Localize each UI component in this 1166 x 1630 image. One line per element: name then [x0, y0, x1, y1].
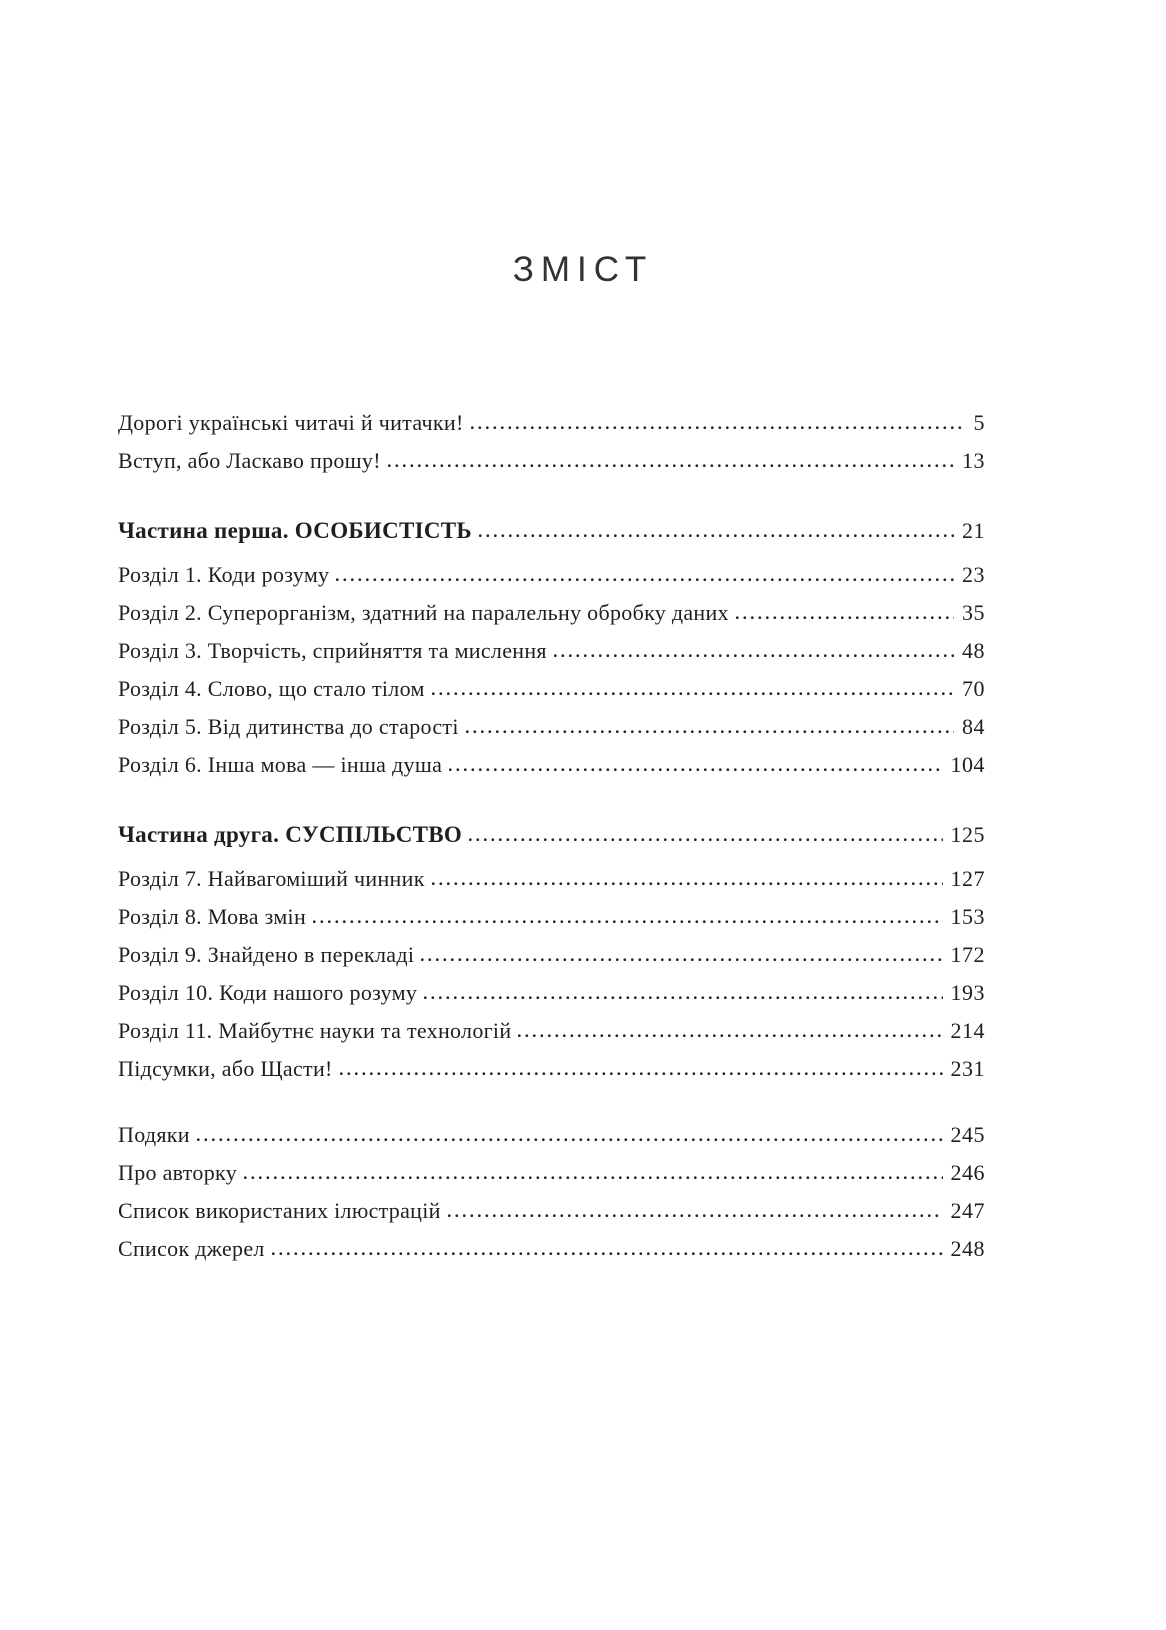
dot-leader [736, 615, 954, 620]
toc-entry-label: Підсумки, або Щасти! [118, 1056, 333, 1081]
toc-entry-label: Частина перша. ОСОБИСТІСТЬ [118, 518, 472, 543]
toc-entry-row [118, 1116, 985, 1154]
toc-entry-label: Список джерел [118, 1236, 265, 1261]
dot-leader [554, 653, 954, 658]
toc-entry-page-number: 245 [950, 1122, 985, 1147]
toc-entry-label: Розділ 3. Творчість, сприйняття та мислення [118, 638, 547, 663]
toc-entry-page-number: 127 [950, 866, 985, 891]
dot-leader [466, 729, 954, 734]
dot-leader [244, 1175, 943, 1180]
toc-entry-label: Розділ 7. Найвагоміший чинник [118, 866, 425, 891]
toc-entry-page-number: 125 [950, 822, 985, 847]
toc-entry-row [118, 974, 985, 1012]
dot-leader [388, 463, 954, 468]
toc-entry-page-number: 104 [950, 752, 985, 777]
toc-entry-row [118, 746, 985, 784]
toc-entry-page-number: 172 [950, 942, 985, 967]
toc-entry-label: Розділ 5. Від дитинства до старості [118, 714, 459, 739]
toc-entry-page-number: 231 [950, 1056, 985, 1081]
toc-entry-page-number: 13 [962, 448, 985, 473]
toc-entry-row [118, 442, 985, 480]
toc-entry-row [118, 670, 985, 708]
dot-leader [340, 1071, 943, 1076]
dot-leader [424, 995, 942, 1000]
toc-entry-label: Розділ 1. Коди розуму [118, 562, 330, 587]
toc-entry-label: Розділ 10. Коди нашого розуму [118, 980, 418, 1005]
toc-entry-row [118, 1012, 985, 1050]
toc-entry-page-number: 5 [973, 410, 985, 435]
dot-leader [421, 957, 942, 962]
toc-entry-page-number: 246 [950, 1160, 985, 1185]
toc-entry-page-number: 153 [950, 904, 985, 929]
toc-section-row [118, 512, 985, 550]
toc-entry-row [118, 708, 985, 746]
dot-leader [479, 533, 954, 538]
dot-leader [336, 577, 954, 582]
dot-leader [449, 767, 942, 772]
toc-entry-row [118, 1154, 985, 1192]
toc-entry-page-number: 35 [962, 600, 985, 625]
toc-entry-label: Дорогі українські читачі й читачки! [118, 410, 464, 435]
toc-entry-label: Розділ 9. Знайдено в перекладі [118, 942, 415, 967]
dot-leader [469, 837, 942, 842]
dot-leader [197, 1137, 943, 1142]
toc-entry-label: Вступ, або Ласкаво прошу! [118, 448, 381, 473]
toc-entry-label: Про авторку [118, 1160, 237, 1185]
toc-entry-row [118, 1192, 985, 1230]
toc-entry-row [118, 404, 985, 442]
toc-entry-row [118, 556, 985, 594]
toc-entry-page-number: 70 [962, 676, 985, 701]
toc-entry-label: Розділ 6. Інша мова — інша душа [118, 752, 443, 777]
toc-entry-page-number: 21 [962, 518, 985, 543]
toc-entry-page-number: 247 [950, 1198, 985, 1223]
toc-entry-page-number: 84 [962, 714, 985, 739]
dot-leader [518, 1033, 942, 1038]
toc-entry-row [118, 898, 985, 936]
toc-entry-page-number: 214 [950, 1018, 985, 1043]
dot-leader [313, 919, 942, 924]
dot-leader [471, 425, 966, 430]
toc-entry-row [118, 1230, 985, 1268]
toc-entry-page-number: 48 [962, 638, 985, 663]
toc-entry-label: Розділ 4. Слово, що стало тілом [118, 676, 425, 701]
toc-entry-label: Розділ 2. Суперорганізм, здатний на паралельну обробку даних [118, 600, 729, 625]
dot-leader [448, 1213, 943, 1218]
toc-entry-label: Розділ 11. Майбутнє науки та технологій [118, 1018, 512, 1043]
toc-entry-page-number: 193 [950, 980, 985, 1005]
toc-entry-label: Подяки [118, 1122, 190, 1147]
toc-entry-page-number: 23 [962, 562, 985, 587]
dot-leader [272, 1251, 943, 1256]
toc-entry-label: Розділ 8. Мова змін [118, 904, 307, 929]
toc-entry-label: Частина друга. СУСПІЛЬСТВО [118, 822, 463, 847]
dot-leader [432, 691, 954, 696]
toc-entry-label: Список використаних ілюстрацій [118, 1198, 441, 1223]
toc-entry-row [118, 860, 985, 898]
toc-list [118, 404, 985, 1268]
toc-entry-row [118, 1050, 985, 1088]
toc-entry-row [118, 594, 985, 632]
toc-entry-page-number: 248 [950, 1236, 985, 1261]
page-title: ЗМІСТ [512, 250, 654, 289]
toc-entry-row [118, 632, 985, 670]
dot-leader [432, 881, 943, 886]
toc-section-row [118, 816, 985, 854]
toc-entry-row [118, 936, 985, 974]
